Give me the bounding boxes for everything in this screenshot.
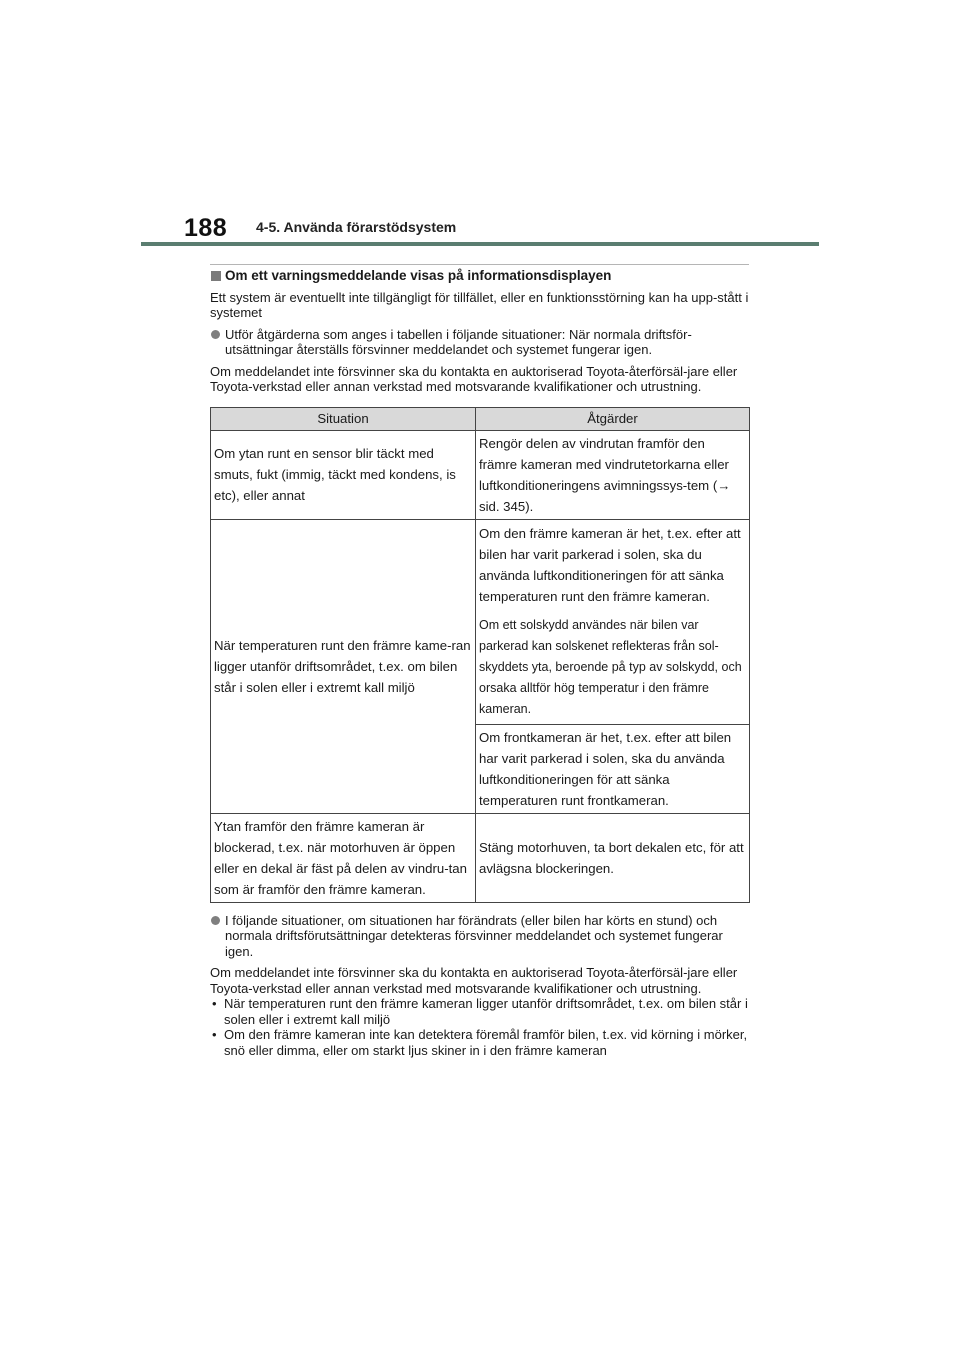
list-marker: • <box>212 996 217 1011</box>
table-header-row <box>211 407 750 430</box>
section-heading <box>210 268 750 284</box>
situation-cell: När temperaturen runt den främre kame-ran ligger utanför driftsområdet, t.ex. om bilen står i solen eller i extremt kall miljö <box>211 519 476 813</box>
square-bullet-icon <box>211 271 221 281</box>
action-cell: Om frontkameran är het, t.ex. efter att bilen har varit parkerad i solen, ska du använda luftkonditioneringen för att sänka temperaturen runt frontkameran. <box>476 724 750 813</box>
action-text: Om den främre kameran är het, t.ex. efter att bilen har varit parkerad i solen, ska du använda luftkonditioneringen för att sänka temperaturen runt den främre kameran. <box>479 526 741 604</box>
action-cell: Rengör delen av vindrutan framför den främre kameran med vindrutetorkarna eller luftkonditioneringens avimningssys-tem (→ sid. 345). <box>476 430 750 519</box>
column-header-actions: Åtgärder <box>476 407 750 430</box>
table-row <box>211 519 750 724</box>
situation-cell: Ytan framför den främre kameran är blockerad, t.ex. när motorhuven är öppen eller en dekal är fäst på delen av vindru-tan som är framför den främre kameran. <box>211 813 476 902</box>
circle-bullet-icon <box>211 330 220 339</box>
column-header-situation: Situation <box>211 407 476 430</box>
section-heading-text: Om ett varningsmeddelande visas på informationsdisplayen <box>225 268 612 283</box>
circle-bullet-icon <box>211 916 220 925</box>
list-item-text: Om den främre kameran inte kan detektera föremål framför bilen, t.ex. vid körning i mörker, snö eller dimma, eller om starkt ljus skiner in i den främre kameran <box>224 1027 748 1058</box>
bullet-text: I följande situationer, om situationen har förändrats (eller bilen har körts en stund) och normala driftsförutsättningar detekteras försvinner meddelandet och systemet fungerar igen. <box>225 912 723 959</box>
list-item-text: När temperaturen runt den främre kameran ligger utanför driftsområdet, t.ex. om bilen står i solen eller i extremt kall miljö <box>224 996 748 1027</box>
bullet-text: Utför åtgärderna som anges i tabellen i följande situationer: När normala driftsför-utsättningar återställs försvinner meddelandet och systemet fungerar igen. <box>225 326 692 357</box>
action-text: Om ett solskydd användes när bilen var parkerad kan solskenet reflekteras från sol-skyddets yta, beroende på typ av solskydd, och orsaka alltför hög temperatur i den främre kameran. <box>479 618 742 716</box>
intro-paragraph: Ett system är eventuellt inte tillgängligt för tillfället, eller en funktionsstörning kan ha upp-stått i systemet <box>210 289 749 320</box>
contact-paragraph: Om meddelandet inte försvinner ska du kontakta en auktoriserad Toyota-återförsäl-jare eller Toyota-verkstad eller annan verkstad med motsvarande kvalifikationer och utrustning. <box>210 363 738 394</box>
table-row <box>211 813 750 902</box>
action-cell <box>476 519 750 724</box>
list-item <box>210 996 750 1027</box>
situation-table <box>210 407 750 903</box>
section-title: 4-5. Använda förarstödsystem <box>256 219 457 235</box>
action-cell: Stäng motorhuven, ta bort dekalen etc, för att avlägsna blockeringen. <box>476 813 750 902</box>
bullet-item <box>210 327 750 358</box>
contact-paragraph: Om meddelandet inte försvinner ska du kontakta en auktoriserad Toyota-återförsäl-jare eller Toyota-verkstad eller annan verkstad med motsvarande kvalifikationer och utrustning. <box>210 965 738 996</box>
situation-cell: Om ytan runt en sensor blir täckt med smuts, fukt (immig, täckt med kondens, is etc), eller annat <box>211 430 476 519</box>
header-rule <box>141 242 819 246</box>
bullet-item <box>210 913 750 960</box>
heading-divider <box>210 264 749 265</box>
table-row <box>211 430 750 519</box>
page-number: 188 <box>184 214 228 242</box>
list-item <box>210 1027 750 1058</box>
page-content <box>210 268 750 1058</box>
list-marker: • <box>212 1027 217 1042</box>
